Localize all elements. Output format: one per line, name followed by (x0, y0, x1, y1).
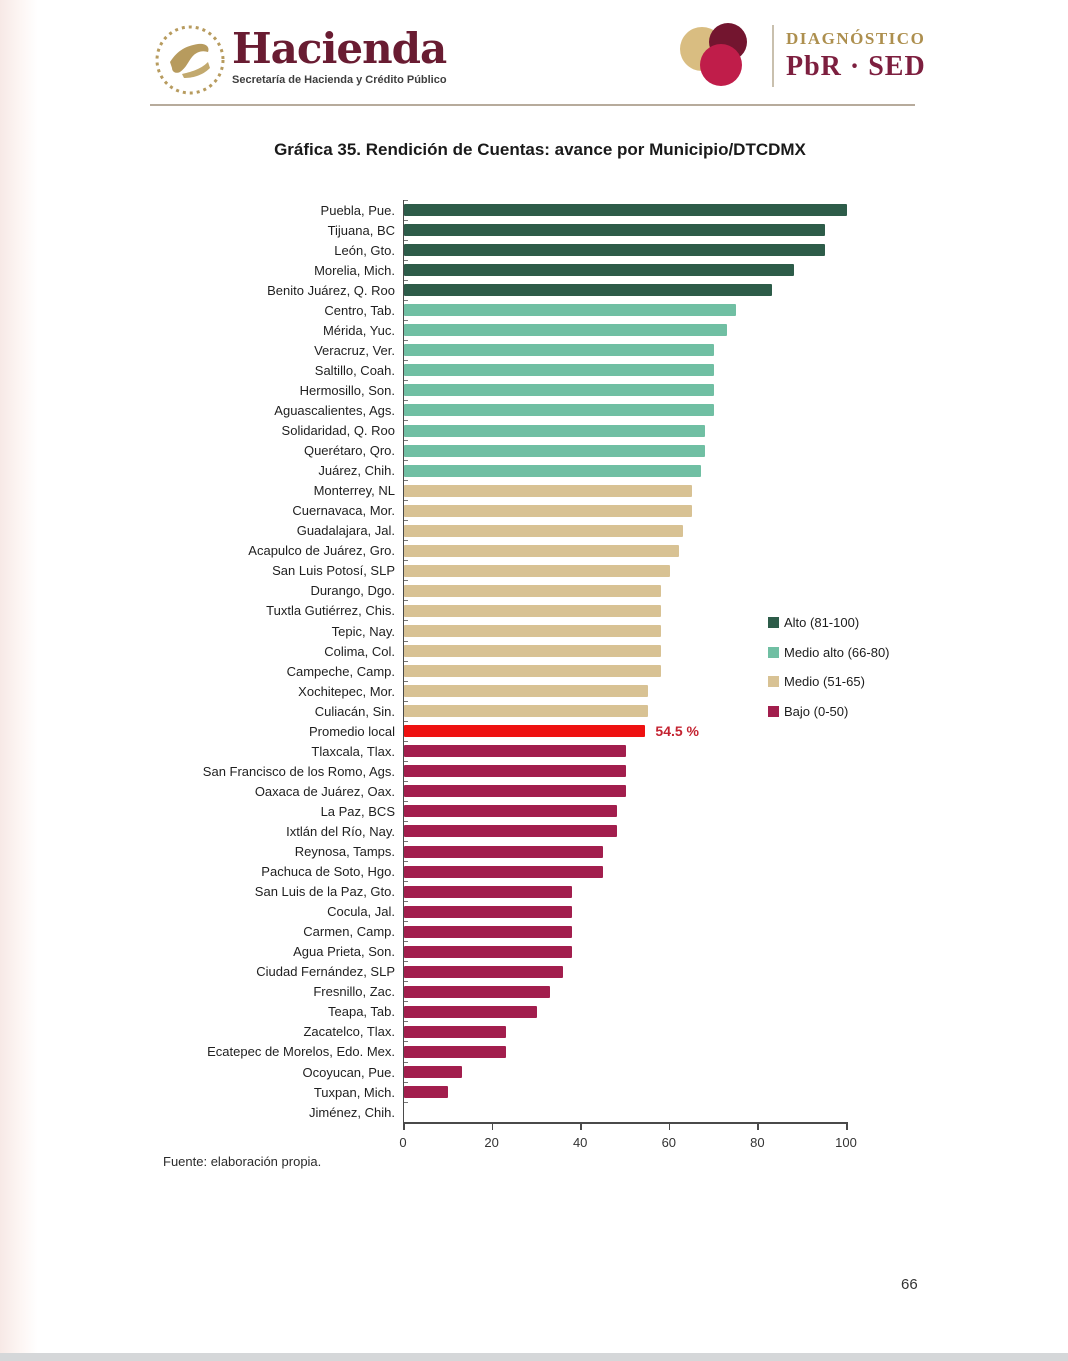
y-axis-tick (404, 661, 408, 662)
bar (404, 244, 825, 256)
chart-row (160, 561, 880, 581)
chart-row (160, 1082, 880, 1102)
legend-swatch (768, 676, 779, 687)
bar-track (403, 260, 864, 280)
chart-row (160, 501, 880, 521)
y-axis-tick (404, 981, 408, 982)
bar (404, 906, 572, 918)
category-label: Tijuana, BC (327, 222, 395, 238)
y-axis-tick (404, 701, 408, 702)
bar-track (403, 461, 864, 481)
category-label: La Paz, BCS (320, 803, 395, 819)
category-label: Fresnillo, Zac. (313, 984, 395, 1000)
bar-track (403, 280, 864, 300)
y-axis-tick (404, 741, 408, 742)
x-axis-tick-label: 60 (661, 1135, 677, 1151)
y-axis-tick (404, 721, 408, 722)
category-label: San Francisco de los Romo, Ags. (202, 763, 395, 779)
y-axis-tick (404, 941, 408, 942)
y-axis-tick (404, 781, 408, 782)
bar-track (403, 320, 864, 340)
legend-label: Medio (51-65) (784, 674, 865, 689)
chart-row (160, 481, 880, 501)
category-label: Morelia, Mich. (314, 262, 395, 278)
chart-row (160, 801, 880, 821)
x-axis-tick (846, 1124, 848, 1130)
y-axis-tick (404, 681, 408, 682)
category-label: Agua Prieta, Son. (293, 944, 395, 960)
chart-row (160, 521, 880, 541)
chart-row (160, 1102, 880, 1122)
chart-row (160, 882, 880, 902)
legend-swatch (768, 647, 779, 658)
x-axis-tick-label: 40 (572, 1135, 588, 1151)
bar (404, 505, 692, 517)
bar (404, 384, 714, 396)
chart-row (160, 340, 880, 360)
y-axis-tick (404, 520, 408, 521)
category-label: Oaxaca de Juárez, Oax. (254, 783, 395, 799)
y-axis-tick (404, 260, 408, 261)
chart-row (160, 280, 880, 300)
y-axis-tick (404, 901, 408, 902)
category-label: Ecatepec de Morelos, Edo. Mex. (207, 1044, 395, 1060)
y-axis-tick (404, 340, 408, 341)
category-label: Jiménez, Chih. (309, 1104, 395, 1120)
bar (404, 605, 661, 617)
y-axis-tick (404, 1102, 408, 1103)
bar-track (403, 982, 864, 1002)
chart-row (160, 962, 880, 982)
category-label: Tuxtla Gutiérrez, Chis. (266, 603, 395, 619)
bar-track (403, 862, 864, 882)
bar-track (403, 561, 864, 581)
chart-row (160, 360, 880, 380)
pbr-sed-circles-icon (676, 22, 760, 90)
chart-row (160, 741, 880, 761)
legend-item (768, 646, 890, 659)
category-label: Saltillo, Coah. (314, 362, 395, 378)
bar (404, 1066, 462, 1078)
bar (404, 284, 772, 296)
brand-name: Hacienda (232, 24, 447, 73)
category-label: Durango, Dgo. (310, 583, 395, 599)
bar (404, 425, 705, 437)
y-axis-tick (404, 460, 408, 461)
bar (404, 685, 648, 697)
bar-track (403, 821, 864, 841)
y-axis-tick (404, 1062, 408, 1063)
legend-item (768, 616, 890, 629)
chart-row (160, 1062, 880, 1082)
bar (404, 525, 683, 537)
bar (404, 545, 679, 557)
bar (404, 585, 661, 597)
bar (404, 364, 714, 376)
header-divider (150, 104, 915, 106)
category-label: Benito Juárez, Q. Roo (267, 282, 395, 298)
logo-divider (772, 25, 774, 87)
category-label: Carmen, Camp. (303, 924, 395, 940)
legend-item (768, 675, 890, 688)
category-label: San Luis Potosí, SLP (272, 563, 395, 579)
page-edge-shadow (0, 0, 38, 1361)
y-axis-tick (404, 881, 408, 882)
y-axis-tick (404, 1021, 408, 1022)
category-label: Aguascalientes, Ags. (274, 402, 395, 418)
y-axis-tick (404, 440, 408, 441)
y-axis-tick (404, 240, 408, 241)
category-label: Veracruz, Ver. (314, 342, 395, 358)
bar (404, 485, 692, 497)
x-axis-tick (580, 1124, 582, 1130)
chart-row (160, 781, 880, 801)
page-number: 66 (901, 1276, 918, 1293)
chart-row (160, 441, 880, 461)
chart-row (160, 842, 880, 862)
bar (404, 625, 661, 637)
diagnostico-label: DIAGNÓSTICO (786, 29, 926, 48)
category-label: Cocula, Jal. (327, 904, 395, 920)
category-label: Cuernavaca, Mor. (292, 503, 395, 519)
bar-track (403, 902, 864, 922)
bar-track (403, 1082, 864, 1102)
bar (404, 324, 727, 336)
bottom-page-edge (0, 1353, 1068, 1361)
bar-track (403, 842, 864, 862)
bar (404, 745, 626, 757)
bar-track (403, 942, 864, 962)
bar (404, 304, 736, 316)
bar (404, 966, 563, 978)
chart-row (160, 982, 880, 1002)
y-axis-tick (404, 761, 408, 762)
bar (404, 785, 626, 797)
legend-swatch (768, 617, 779, 628)
category-label: Juárez, Chih. (318, 463, 395, 479)
bar (404, 1086, 448, 1098)
category-label: Tlaxcala, Tlax. (311, 743, 395, 759)
category-label: Mérida, Yuc. (322, 322, 395, 338)
category-label: Colima, Col. (324, 643, 395, 659)
bar-track (403, 521, 864, 541)
x-axis-tick (757, 1124, 759, 1130)
bar (404, 465, 701, 477)
bar (404, 825, 617, 837)
x-axis-tick (403, 1124, 405, 1130)
chart-row (160, 200, 880, 220)
bar (404, 404, 714, 416)
chart-row (160, 380, 880, 400)
category-label: Culiacán, Sin. (314, 703, 395, 719)
bar (404, 866, 603, 878)
y-axis-tick (404, 821, 408, 822)
bar (404, 645, 661, 657)
category-label: Ocoyucan, Pue. (302, 1064, 395, 1080)
category-label: Solidaridad, Q. Roo (281, 423, 395, 439)
category-label: Centro, Tab. (324, 302, 395, 318)
y-axis-tick (404, 580, 408, 581)
pbr-sed-logo (676, 22, 926, 90)
bar-track (403, 380, 864, 400)
y-axis-tick (404, 861, 408, 862)
category-label: Ixtlán del Río, Nay. (286, 823, 395, 839)
chart-row (160, 220, 880, 240)
chart-row (160, 1002, 880, 1022)
x-axis-tick-label: 0 (399, 1135, 407, 1151)
y-axis-tick (404, 620, 408, 621)
chart-row (160, 421, 880, 441)
category-label: León, Gto. (334, 242, 395, 258)
category-label: Acapulco de Juárez, Gro. (248, 543, 395, 559)
bar-track (403, 1102, 864, 1122)
x-axis-tick (669, 1124, 671, 1130)
chart-row (160, 581, 880, 601)
average-value-label: 54.5 % (655, 723, 700, 740)
y-axis-tick (404, 921, 408, 922)
bar-track (403, 421, 864, 441)
category-label: Pachuca de Soto, Hgo. (261, 864, 395, 880)
bar (404, 1006, 537, 1018)
y-axis-tick (404, 300, 408, 301)
bar (404, 926, 572, 938)
y-axis-tick (404, 500, 408, 501)
bar-track (403, 741, 864, 761)
brand-subtitle: Secretaría de Hacienda y Crédito Público (232, 74, 447, 87)
bar-track (403, 501, 864, 521)
bar (404, 1026, 506, 1038)
y-axis-tick (404, 841, 408, 842)
category-label: Guadalajara, Jal. (296, 523, 395, 539)
bar-track (403, 240, 864, 260)
bar (404, 344, 714, 356)
bar-track (403, 200, 864, 220)
y-axis-tick (404, 420, 408, 421)
category-label: Reynosa, Tamps. (294, 844, 395, 860)
bar (404, 445, 705, 457)
y-axis-tick (404, 480, 408, 481)
category-label: Monterrey, NL (313, 483, 395, 499)
chart-row (160, 862, 880, 882)
chart-row (160, 400, 880, 420)
bar-track (403, 400, 864, 420)
chart-row (160, 761, 880, 781)
y-axis-tick (404, 280, 408, 281)
chart-row (160, 942, 880, 962)
bar-track (403, 1042, 864, 1062)
pbr-sed-label: PbR · SED (786, 51, 926, 82)
y-axis-tick (404, 400, 408, 401)
bar (404, 705, 648, 717)
y-axis-tick (404, 1041, 408, 1042)
y-axis-tick (404, 220, 408, 221)
bar-track (403, 882, 864, 902)
bar-track (403, 1062, 864, 1082)
bar (404, 846, 603, 858)
chart-row (160, 1022, 880, 1042)
category-label: Ciudad Fernández, SLP (256, 964, 395, 980)
y-axis-tick (404, 600, 408, 601)
bar (404, 665, 661, 677)
bar-track (403, 781, 864, 801)
chart-row (160, 541, 880, 561)
bar (404, 886, 572, 898)
y-axis-tick (404, 200, 408, 201)
legend-swatch (768, 706, 779, 717)
bar (404, 725, 645, 737)
chart-row (160, 300, 880, 320)
bar (404, 805, 617, 817)
category-label: Hermosillo, Son. (299, 382, 395, 398)
bar-track (403, 1022, 864, 1042)
category-label: Campeche, Camp. (286, 663, 395, 679)
legend-label: Medio alto (66-80) (784, 644, 890, 660)
bar-track (403, 962, 864, 982)
category-label: Xochitepec, Mor. (298, 683, 395, 699)
bar (404, 986, 550, 998)
x-axis-tick-label: 100 (835, 1135, 857, 1151)
bar-track (403, 300, 864, 320)
x-axis-tick (492, 1124, 494, 1130)
hacienda-eagle-logo-icon (152, 22, 228, 98)
chart-row (160, 821, 880, 841)
bar (404, 264, 794, 276)
y-axis-tick (404, 801, 408, 802)
x-axis-tick-label: 80 (750, 1135, 765, 1151)
bar (404, 765, 626, 777)
category-label: San Luis de la Paz, Gto. (254, 884, 395, 900)
source-note: Fuente: elaboración propia. (163, 1154, 322, 1169)
category-label: Tuxpan, Mich. (313, 1084, 395, 1100)
bar-track (403, 220, 864, 240)
bar (404, 224, 825, 236)
legend-label: Alto (81-100) (784, 615, 860, 630)
bar (404, 1046, 506, 1058)
chart-title: Gráfica 35. Rendición de Cuentas: avance por Municipio/DTCDMX (274, 140, 806, 159)
chart-row (160, 902, 880, 922)
chart-row (160, 461, 880, 481)
y-axis-tick (404, 560, 408, 561)
bar-track (403, 441, 864, 461)
chart-legend (768, 616, 890, 734)
y-axis-tick (404, 641, 408, 642)
x-axis-tick-label: 20 (484, 1135, 499, 1151)
y-axis-tick (404, 380, 408, 381)
bar-track (403, 922, 864, 942)
y-axis-tick (404, 1082, 408, 1083)
y-axis-tick (404, 1001, 408, 1002)
bar-track (403, 761, 864, 781)
y-axis-tick (404, 540, 408, 541)
bar (404, 204, 847, 216)
bar-track (403, 360, 864, 380)
category-label: Zacatelco, Tlax. (303, 1024, 395, 1040)
bar-track (403, 541, 864, 561)
bar-track (403, 801, 864, 821)
category-label: Tepic, Nay. (331, 623, 395, 639)
bar-track (403, 1002, 864, 1022)
legend-label: Bajo (0-50) (784, 703, 849, 719)
category-label: Querétaro, Qro. (303, 443, 395, 459)
y-axis-tick (404, 360, 408, 361)
bar (404, 565, 670, 577)
chart-row (160, 1042, 880, 1062)
chart-row (160, 320, 880, 340)
category-label: Puebla, Pue. (320, 202, 395, 218)
y-axis-tick (404, 961, 408, 962)
bar-track (403, 581, 864, 601)
chart-row (160, 260, 880, 280)
chart-row (160, 922, 880, 942)
bar (404, 946, 572, 958)
x-axis (399, 1122, 857, 1158)
category-label: Promedio local (309, 723, 395, 739)
legend-item (768, 705, 890, 718)
bar-track (403, 340, 864, 360)
chart-row (160, 240, 880, 260)
hacienda-logo (232, 26, 447, 86)
y-axis-tick (404, 320, 408, 321)
category-label: Teapa, Tab. (328, 1004, 395, 1020)
bar-track (403, 481, 864, 501)
